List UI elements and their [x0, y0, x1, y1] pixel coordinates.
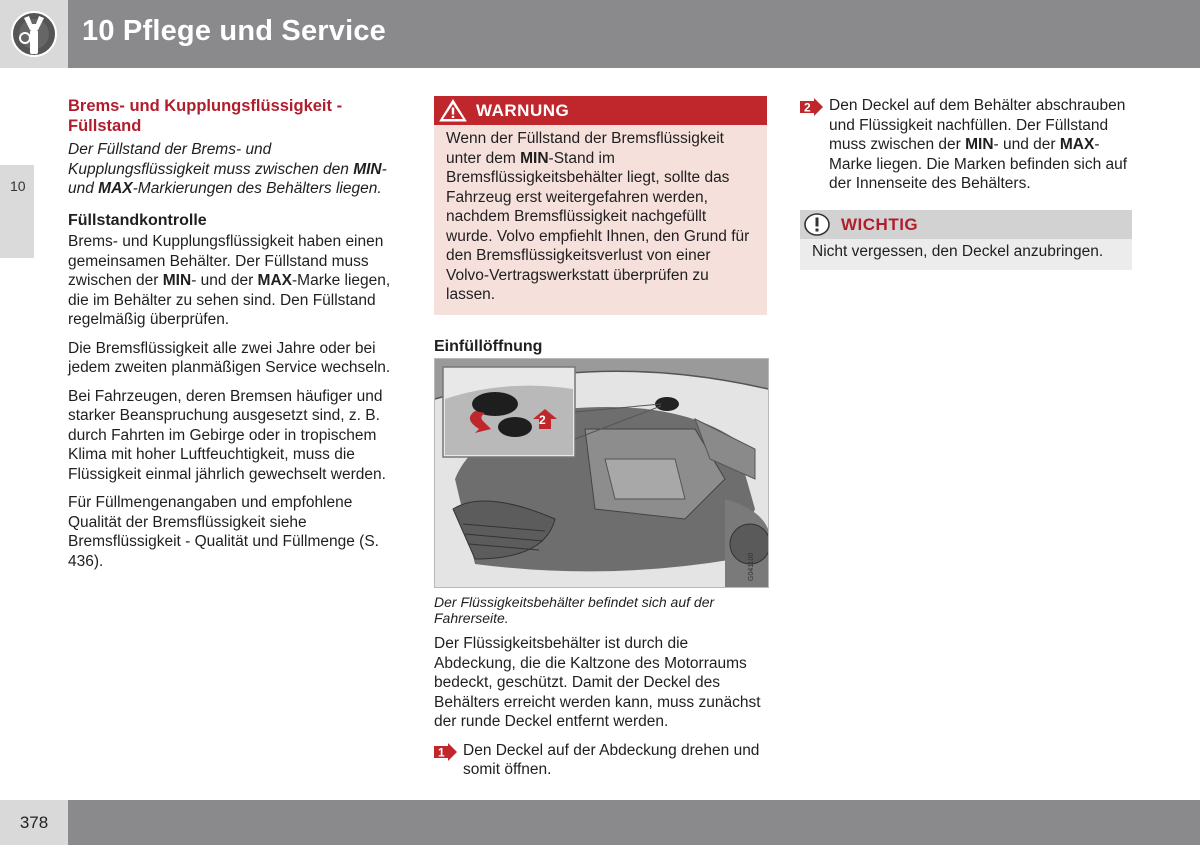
svg-text:2: 2 [804, 100, 811, 115]
important-note-header [800, 210, 1132, 239]
page-header [0, 0, 1200, 68]
page-footer [0, 800, 1200, 845]
subheading-level-check: Füllstandkontrolle [68, 211, 207, 229]
wrench-gear-icon [0, 0, 68, 68]
warning-box [434, 96, 767, 315]
paragraph: Bei Fahrzeugen, deren Bremsen häufiger und starker Beanspruchung ausgesetzt sind, z. B. durch Fahrten im Gebirge oder in tropischem Klima mit hoher Luftfeuchtigkeit, muss die Flüssigkeit einmal jährlich gewechselt werden. [68, 387, 386, 483]
step-arrow-badge-icon [800, 98, 824, 116]
warning-triangle-icon [438, 98, 468, 123]
engine-bay-illustration [434, 358, 769, 588]
column-right [800, 96, 1132, 270]
warning-label: WARNUNG [476, 101, 570, 120]
chapter-side-tab [0, 165, 34, 258]
svg-text:1: 1 [438, 745, 445, 759]
section-intro: Der Füllstand der Brems- und Kupplungsflüssigkeit muss zwischen den MIN- und MAX-Markierungen des Behälters liegen. [68, 141, 387, 197]
figure-callout-2: 2 [539, 413, 546, 427]
step-2-text: Den Deckel auf dem Behälter abschrauben und Flüssigkeit nachfüllen. Der Füllstand muss zwischen der MIN- und der MAX-Marke liegen. Die Marken befinden sich auf der Innenseite des Behälters. [829, 97, 1128, 192]
exclamation-icon [803, 212, 831, 237]
important-note-box [800, 210, 1132, 271]
chapter-icon-box [0, 0, 68, 68]
chapter-number: 10 [10, 178, 26, 194]
step-2 [800, 96, 1132, 194]
engine-bay-drawing [435, 359, 768, 587]
paragraph: Brems- und Kupplungsflüssigkeit haben einen gemeinsamen Behälter. Der Füllstand muss zwischen der MIN- und der MAX-Marke liegen, die im Behälter zu sehen sind. Den Füllstand regelmäßig überprüfen. [68, 233, 391, 328]
warning-text: Wenn der Füllstand der Bremsflüssigkeit unter dem MIN-Stand im Bremsflüssigkeitsbehälter liegt, sollte das Fahrzeug erst weitergefahren werden, nachdem Bremsflüssigkeit nachgefüllt wurde. Volvo empfiehlt Ihnen, den Grund für den Bremsflüssigkeitsverlust von einer Volvo-Vertragswerkstatt überprüfen zu lassen. [446, 130, 750, 303]
chapter-title: 10 Pflege und Service [82, 15, 386, 47]
subheading-filler-opening: Einfüllöffnung [434, 337, 543, 355]
paragraph: Der Flüssigkeitsbehälter ist durch die Abdeckung, die die Kaltzone des Motorraums bedeckt, geschützt. Damit der Deckel des Behälters erreicht werden kann, muss zunächst der runde Deckel entfernt werden. [434, 635, 761, 730]
warning-header [434, 96, 767, 125]
figure-caption: Der Flüssigkeitsbehälter befindet sich auf der Fahrerseite. [434, 594, 715, 626]
section-title: Brems- und Kupplungsflüssigkeit - Füllstand [68, 97, 343, 135]
step-arrow-badge-icon [434, 743, 458, 761]
step-1 [434, 741, 767, 780]
figure-code: G041100 [748, 552, 755, 581]
step-1-text: Den Deckel auf der Abdeckung drehen und somit öffnen. [463, 741, 760, 778]
column-middle [434, 96, 767, 789]
paragraph: Die Bremsflüssigkeit alle zwei Jahre oder bei jedem zweiten planmäßigen Service wechseln. [68, 339, 391, 376]
column-left [68, 96, 398, 580]
paragraph-crossref: Für Füllmengenangaben und empfohlene Qualität der Bremsflüssigkeit siehe Bremsflüssigkeit - Qualität und Füllmenge (S. 436). [68, 494, 379, 570]
page-number: 378 [0, 800, 68, 845]
important-note-text: Nicht vergessen, den Deckel anzubringen. [812, 242, 1104, 260]
important-label: WICHTIG [841, 214, 919, 234]
